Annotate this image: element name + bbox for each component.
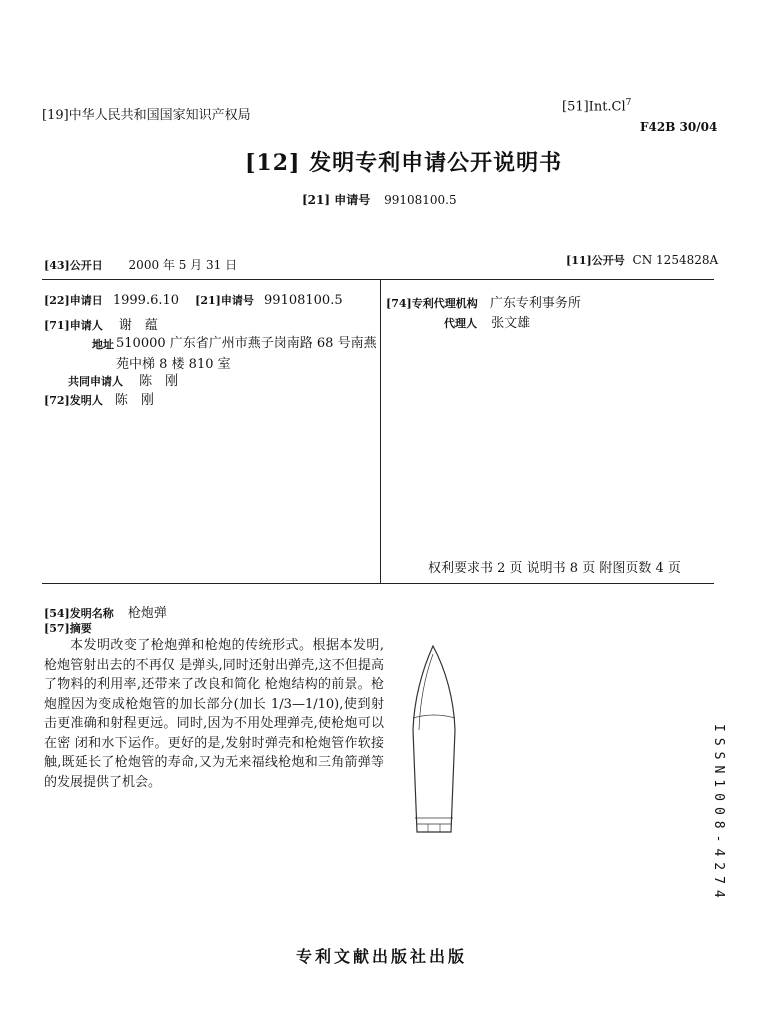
- publication-number: [566, 252, 718, 268]
- publication-number-label: [11]公开号: [566, 254, 625, 267]
- agency-row: [386, 292, 581, 311]
- applicant-row: [44, 314, 158, 333]
- application-number-value: 99108100.5: [384, 193, 457, 207]
- filing-row: [44, 292, 343, 308]
- inventor-row: [44, 389, 154, 408]
- co-applicant-label: 共同申请人: [68, 375, 123, 388]
- document-title: [12] 发明专利申请公开说明书: [245, 150, 563, 176]
- agency-label: [74]专利代理机构: [386, 297, 478, 310]
- filing-date: 1999.6.10: [112, 293, 180, 308]
- invention-name-row: [44, 602, 167, 621]
- invention-name-label: [54]发明名称: [44, 607, 114, 620]
- applicant-label: [71]申请人: [44, 319, 103, 332]
- issn: ISSN1008-4274: [711, 724, 726, 904]
- address-label: 地址: [92, 338, 114, 351]
- publication-date-value: 2000 年 5 月 31 日: [128, 258, 238, 272]
- application-number-label: [21] 申请号: [302, 193, 371, 207]
- address-line-2: 苑中梯 8 楼 810 室: [116, 357, 231, 372]
- filing-date-label: [22]申请日: [44, 294, 103, 307]
- int-cl-edition: 7: [625, 98, 632, 108]
- inventor-label: [72]发明人: [44, 394, 103, 407]
- abstract-text: [44, 636, 384, 792]
- abstract-label: [57]摘要: [44, 622, 92, 635]
- app-no-label: [21]申请号: [195, 294, 254, 307]
- bullet-drawing: [400, 640, 470, 840]
- middle-rule: [380, 280, 381, 583]
- publication-date: [44, 256, 237, 273]
- agency: 广东专利事务所: [489, 296, 581, 311]
- address-line-1: 510000 广东省广州市燕子岗南路 68 号南燕: [116, 336, 377, 351]
- publication-number-value: CN 1254828A: [632, 253, 719, 267]
- publisher: 专利文献出版社出版: [296, 947, 468, 966]
- agent-label: 代理人: [444, 317, 477, 330]
- office-name: [19]中华人民共和国国家知识产权局: [42, 108, 251, 123]
- agent: 张文雄: [491, 316, 531, 331]
- page-counts: 权利要求书 2 页 说明书 8 页 附图页数 4 页: [428, 561, 681, 576]
- inventor: 陈 刚: [114, 393, 154, 408]
- applicant: 谢 蕴: [118, 318, 158, 333]
- int-cl-text: [51]Int.Cl: [562, 99, 626, 115]
- publication-date-label: [43]公开日: [44, 259, 103, 272]
- application-number: [302, 191, 457, 208]
- top-rule: [42, 279, 714, 280]
- int-cl-label: [562, 98, 631, 114]
- abstract-paragraph: 本发明改变了枪炮弹和枪炮的传统形式。根据本发明,枪炮管射出去的不再仅 是弹头,同时还射出弹壳,这不但提高了物料的利用率,还带来了改良和简化 枪炮结构的前景。枪炮膛因为变成枪炮管的加长部分(加长 1/3—1/10),使到射击更准确和射程更远。同时,因为不用处理弹壳,使枪炮可以在密 闭和水下运作。更好的是,发射时弹壳和枪炮管作软接触,既延长了枪炮管的寿命,又为无来福线枪炮和三角箭弹等的发展提供了机会。: [44, 638, 384, 790]
- agent-row: [444, 312, 530, 331]
- bottom-rule: [42, 583, 714, 584]
- app-no: 99108100.5: [264, 293, 343, 308]
- int-cl-code: F42B 30/04: [640, 120, 718, 134]
- invention-name: 枪炮弹: [127, 606, 167, 621]
- co-applicant-row: [68, 370, 178, 389]
- co-applicant: 陈 刚: [139, 374, 179, 389]
